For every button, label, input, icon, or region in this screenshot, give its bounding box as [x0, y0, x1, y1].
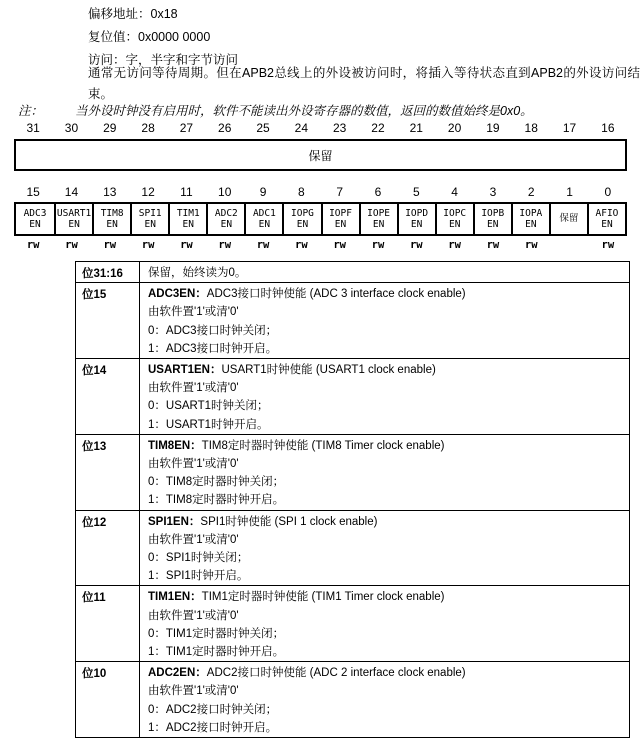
bit-field-label: IOPC: [443, 207, 467, 219]
field-description-line: 1：ADC2接口时钟开启。: [148, 721, 278, 734]
bit-field-cell: [92, 204, 130, 234]
bit-range-cell: 位12: [76, 510, 140, 586]
bit-number: 31: [26, 121, 40, 135]
bit-field-label: EN: [182, 219, 194, 230]
field-description-cell: [140, 434, 630, 510]
bit-number: 25: [256, 121, 270, 135]
bit-number: 28: [141, 121, 155, 135]
bit-number: 19: [486, 121, 500, 135]
bit-field-cell: [359, 204, 397, 234]
bit-field-label: EN: [525, 219, 537, 230]
bit-number: 22: [371, 121, 385, 135]
bit-field-label: IOPD: [405, 207, 429, 219]
bit-number: 4: [451, 185, 458, 199]
bit-field-label: EN: [487, 219, 499, 230]
bit-number: 29: [103, 121, 117, 135]
field-description-cell: [140, 662, 630, 738]
access-type-cell: rw: [256, 239, 270, 251]
access-type-cell: rw: [409, 239, 423, 251]
bit-field-label: EN: [601, 219, 613, 230]
field-title-line: [148, 264, 625, 282]
access-type-cell: rw: [486, 239, 500, 251]
bit-field-cell: [549, 204, 587, 234]
bit-field-cell: [473, 204, 511, 234]
field-title-text: 保留，始终读为0。: [148, 267, 247, 279]
access-type-cell: rw: [26, 239, 40, 251]
bit-range-cell: 位31:16: [76, 262, 140, 283]
bit-field-label: TIM8: [100, 207, 124, 219]
access-type-cell: rw: [333, 239, 346, 251]
bit-field-label: EN: [410, 219, 423, 230]
wait-state-paragraph: 通常无访问等待周期。但在APB2总线上的外设被访问时，将插入等待状态直到APB2的外设访问结束。: [88, 66, 640, 101]
bit-field-label: ADC2: [214, 207, 238, 219]
field-table-row: [76, 510, 630, 586]
field-description-line: 0：SPI1时钟关闭；: [148, 552, 249, 565]
bit-field-label: EN: [144, 219, 156, 230]
bit-field-label: IOPB: [481, 207, 505, 219]
reserved-field-box: [14, 139, 627, 171]
bit-number: 1: [566, 185, 573, 199]
field-description-line: 0：TIM8定时器时钟关闭；: [148, 476, 285, 489]
field-table-row: [76, 662, 630, 738]
bit-field-cell: [16, 204, 54, 234]
bit-field-cell: [54, 204, 92, 234]
bit-field-label: TIM1: [176, 207, 200, 219]
bit-number: 27: [179, 121, 194, 135]
access-type-cell: rw: [141, 239, 155, 251]
bit-numbers-row-low: [14, 185, 627, 199]
field-title-line: [148, 285, 625, 303]
access-type-cell: rw: [524, 239, 538, 251]
bit-field-label: EN: [220, 219, 233, 230]
bit-number: 12: [141, 185, 155, 199]
bit-number: 20: [447, 121, 462, 135]
access-type-cell: rw: [103, 239, 117, 251]
field-table-row: [76, 283, 630, 359]
bit-field-cell: [130, 204, 168, 234]
field-description-line: 1：ADC3接口时钟开启。: [148, 342, 278, 355]
bit-number: 23: [332, 121, 347, 135]
field-description-line: 0：ADC3接口时钟关闭；: [148, 324, 278, 337]
bit-number: 5: [412, 185, 420, 199]
bit-field-cell: [282, 204, 320, 234]
bit-field-label: IOPF: [329, 207, 352, 219]
field-table-row: [76, 434, 630, 510]
note-label: 注：: [18, 104, 44, 118]
bit-field-label: IOPE: [367, 207, 391, 219]
access-type-cell: rw: [65, 239, 78, 251]
bit-field-label: IOPA: [519, 207, 543, 219]
field-description-line: 0：ADC2接口时钟关闭；: [148, 703, 278, 716]
field-title-line: [148, 361, 625, 379]
reset-value-label: 复位值：0x0000 0000: [88, 30, 211, 44]
bit-field-label: EN: [448, 219, 461, 230]
bit-field-label: ADC3: [23, 207, 47, 219]
field-name: USART1EN：: [148, 364, 222, 377]
bit-number: 30: [64, 121, 79, 135]
field-description-line: 0：USART1时钟关闭；: [148, 400, 269, 413]
field-title-text: USART1时钟使能 (USART1 clock enable): [221, 364, 436, 377]
bit-number: 17: [562, 121, 577, 135]
field-description-table: [75, 261, 630, 738]
bit-range-cell: 位14: [76, 359, 140, 435]
bit-number: 13: [103, 185, 117, 199]
bit-field-label: EN: [68, 219, 80, 230]
field-description-cell: [140, 586, 630, 662]
bit-number: 24: [294, 121, 309, 135]
access-type-cell: [550, 239, 588, 251]
bit-numbers-row-high: [14, 121, 627, 135]
field-table-row: [76, 262, 630, 283]
bit-field-label: IOPG: [291, 207, 314, 219]
bit-number: 2: [527, 185, 535, 199]
bit-field-label: EN: [106, 219, 118, 230]
access-type-cell: rw: [601, 239, 615, 251]
field-description-line: 由软件置'1'或清'0': [148, 685, 239, 698]
bit-field-cell: [397, 204, 435, 234]
bit-range-cell: 位10: [76, 662, 140, 738]
offset-address-label: 偏移地址：0x18: [88, 7, 178, 21]
bit-field-cell: [435, 204, 473, 234]
bit-field-label: EN: [334, 219, 347, 230]
bit-number: 3: [489, 185, 497, 199]
field-description-line: 由软件置'1'或清'0': [148, 458, 239, 471]
bit-field-label: SPI1: [138, 207, 162, 219]
bit-number: 18: [524, 121, 538, 135]
access-type-cell: rw: [180, 239, 193, 251]
field-description-cell: [140, 262, 630, 283]
field-description-line: 由软件置'1'或清'0': [148, 533, 239, 546]
bit-range-cell: 位15: [76, 283, 140, 359]
field-description-cell: [140, 510, 630, 586]
field-name: TIM8EN：: [148, 439, 202, 452]
bit-field-label: USART1: [56, 207, 92, 219]
bit-number: 8: [298, 185, 305, 199]
bit-range-cell: 位13: [76, 434, 140, 510]
bit-number: 0: [604, 185, 612, 199]
bit-number: 10: [218, 185, 232, 199]
field-description-cell: [140, 359, 630, 435]
bit-field-label: AFIO: [595, 207, 619, 219]
field-title-text: TIM8定时器时钟使能 (TIM8 Timer clock enable): [201, 439, 445, 452]
field-title-line: [148, 513, 625, 531]
bit-number: 11: [180, 185, 193, 199]
bit-field-cell: [321, 204, 359, 234]
bit-field-label: ADC1: [252, 207, 276, 219]
field-description-line: 1：TIM8定时器时钟开启。: [148, 494, 285, 507]
field-description-line: 1：TIM1定时器时钟开启。: [148, 646, 285, 659]
bit-number: 14: [64, 185, 79, 199]
access-type-cell: rw: [371, 239, 385, 251]
bit-field-label: 保留: [559, 213, 579, 225]
field-title-line: [148, 437, 625, 455]
field-name: ADC2EN：: [148, 667, 207, 680]
access-type-cell: rw: [218, 239, 232, 251]
bit-field-label: EN: [372, 219, 385, 230]
field-description-line: 1：USART1时钟开启。: [148, 418, 269, 431]
field-name: SPI1EN：: [148, 515, 201, 528]
field-name: TIM1EN：: [148, 591, 202, 604]
bit-field-label: EN: [258, 219, 271, 230]
field-name: ADC3EN：: [148, 288, 207, 301]
bit-number: 21: [409, 121, 423, 135]
bit-field-label: EN: [29, 219, 41, 230]
bit-number: 16: [601, 121, 615, 135]
field-table-body: [76, 262, 630, 738]
access-type-cell: rw: [295, 239, 308, 251]
bit-field-label: EN: [296, 219, 309, 230]
bit-field-cell: [587, 204, 625, 234]
bit-field-cell: [511, 204, 549, 234]
bit-fields-row: [14, 202, 627, 236]
reserved-field-label: 保留: [308, 148, 333, 163]
field-table-row: [76, 586, 630, 662]
field-description-line: 0：TIM1定时器时钟关闭；: [148, 627, 285, 640]
bit-range-cell: 位11: [76, 586, 140, 662]
bit-number: 6: [374, 185, 382, 199]
field-table-row: [76, 359, 630, 435]
access-type-row: [14, 239, 627, 251]
bit-number: 15: [26, 185, 40, 199]
field-title-text: ADC3接口时钟使能 (ADC 3 interface clock enable): [206, 288, 466, 301]
field-description-line: 1：SPI1时钟开启。: [148, 570, 249, 583]
field-description-line: 由软件置'1'或清'0': [148, 609, 239, 622]
bit-field-cell: [244, 204, 282, 234]
field-title-text: SPI1时钟使能 (SPI 1 clock enable): [200, 515, 378, 528]
field-title-line: [148, 664, 625, 682]
note-text: 当外设时钟没有启用时，软件不能读出外设寄存器的数值，返回的数值始终是0x0。: [75, 104, 533, 118]
field-title-text: ADC2接口时钟使能 (ADC 2 interface clock enable): [206, 667, 466, 680]
bit-field-cell: [168, 204, 206, 234]
bit-field-cell: [206, 204, 244, 234]
field-title-line: [148, 588, 625, 606]
access-type-label-line: 访问：字，半字和字节访问: [88, 53, 239, 67]
bit-number: 7: [336, 185, 343, 199]
access-type-cell: rw: [448, 239, 461, 251]
field-description-line: 由软件置'1'或清'0': [148, 306, 239, 319]
bit-number: 26: [218, 121, 232, 135]
bit-number: 9: [259, 185, 267, 199]
field-description-cell: [140, 283, 630, 359]
field-title-text: TIM1定时器时钟使能 (TIM1 Timer clock enable): [201, 591, 445, 604]
field-description-line: 由软件置'1'或清'0': [148, 382, 239, 395]
